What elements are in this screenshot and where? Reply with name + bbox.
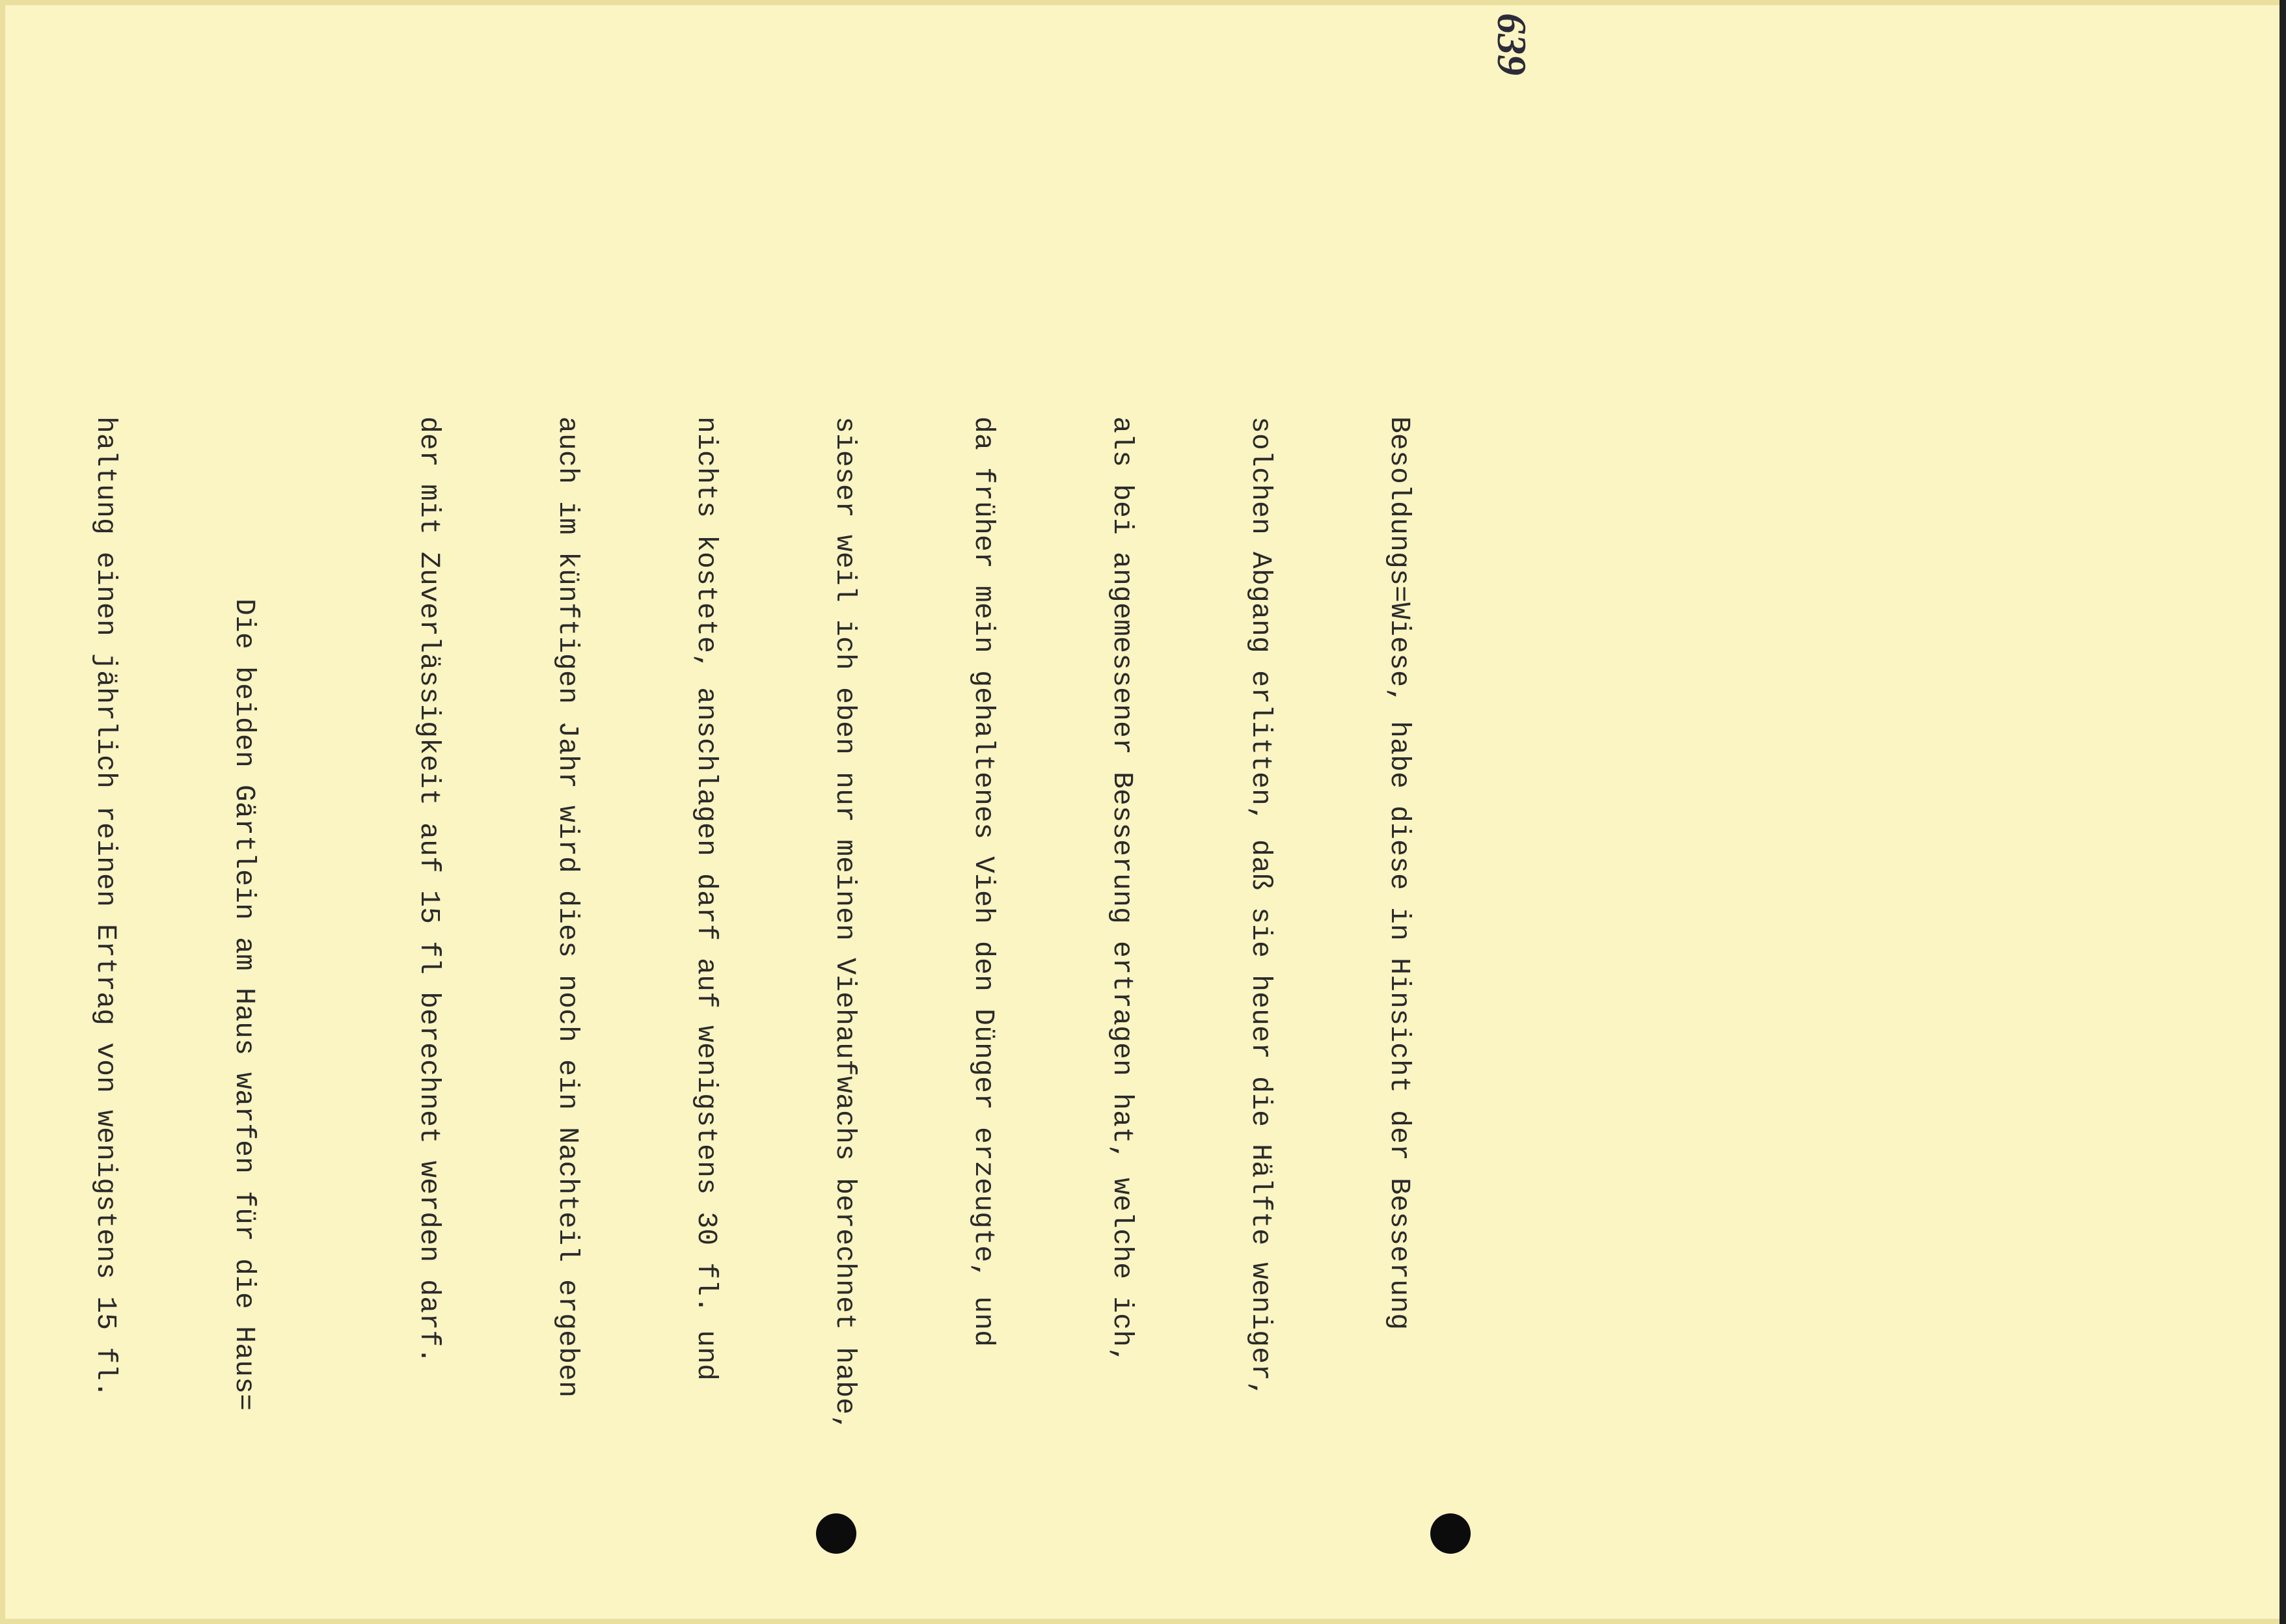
text-line: auch im künftigen Jahr wird dies noch ein Nachteil ergeben bbox=[552, 416, 584, 1398]
text-line: Besoldungs=Wiese, habe diese in Hinsicht der Besserung bbox=[1383, 416, 1415, 1331]
text-line: haltung einen jährlich reinen Ertrag von wenigstens 15 fl. bbox=[90, 416, 122, 1398]
typed-letter bbox=[0, 416, 1515, 1562]
text-line: nichts kostete, anschlagen darf auf wenigstens 30 fl. und bbox=[690, 416, 722, 1381]
text-line: da früher mein gehaltenes Vieh den Dünger erzeugte, und bbox=[968, 416, 1000, 1347]
text-line: als bei angemessener Besserung ertragen hat, welche ich, bbox=[1106, 416, 1138, 1364]
text-line: solchen Abgang erlitten, daß sie heuer die Hälfte weniger, bbox=[1245, 416, 1277, 1398]
text-line: Die beiden Gärtlein am Haus warfen für die Haus= bbox=[228, 599, 260, 1411]
text-line: der mit Zuverlässigkeit auf 15 fl berechnet werden darf. bbox=[413, 416, 445, 1364]
text-line: sieser weil ich eben nur meinen Viehaufwachs berechnet habe, bbox=[829, 416, 861, 1432]
folio-number: 639 bbox=[1489, 13, 1535, 75]
page-edge bbox=[2279, 0, 2286, 1624]
